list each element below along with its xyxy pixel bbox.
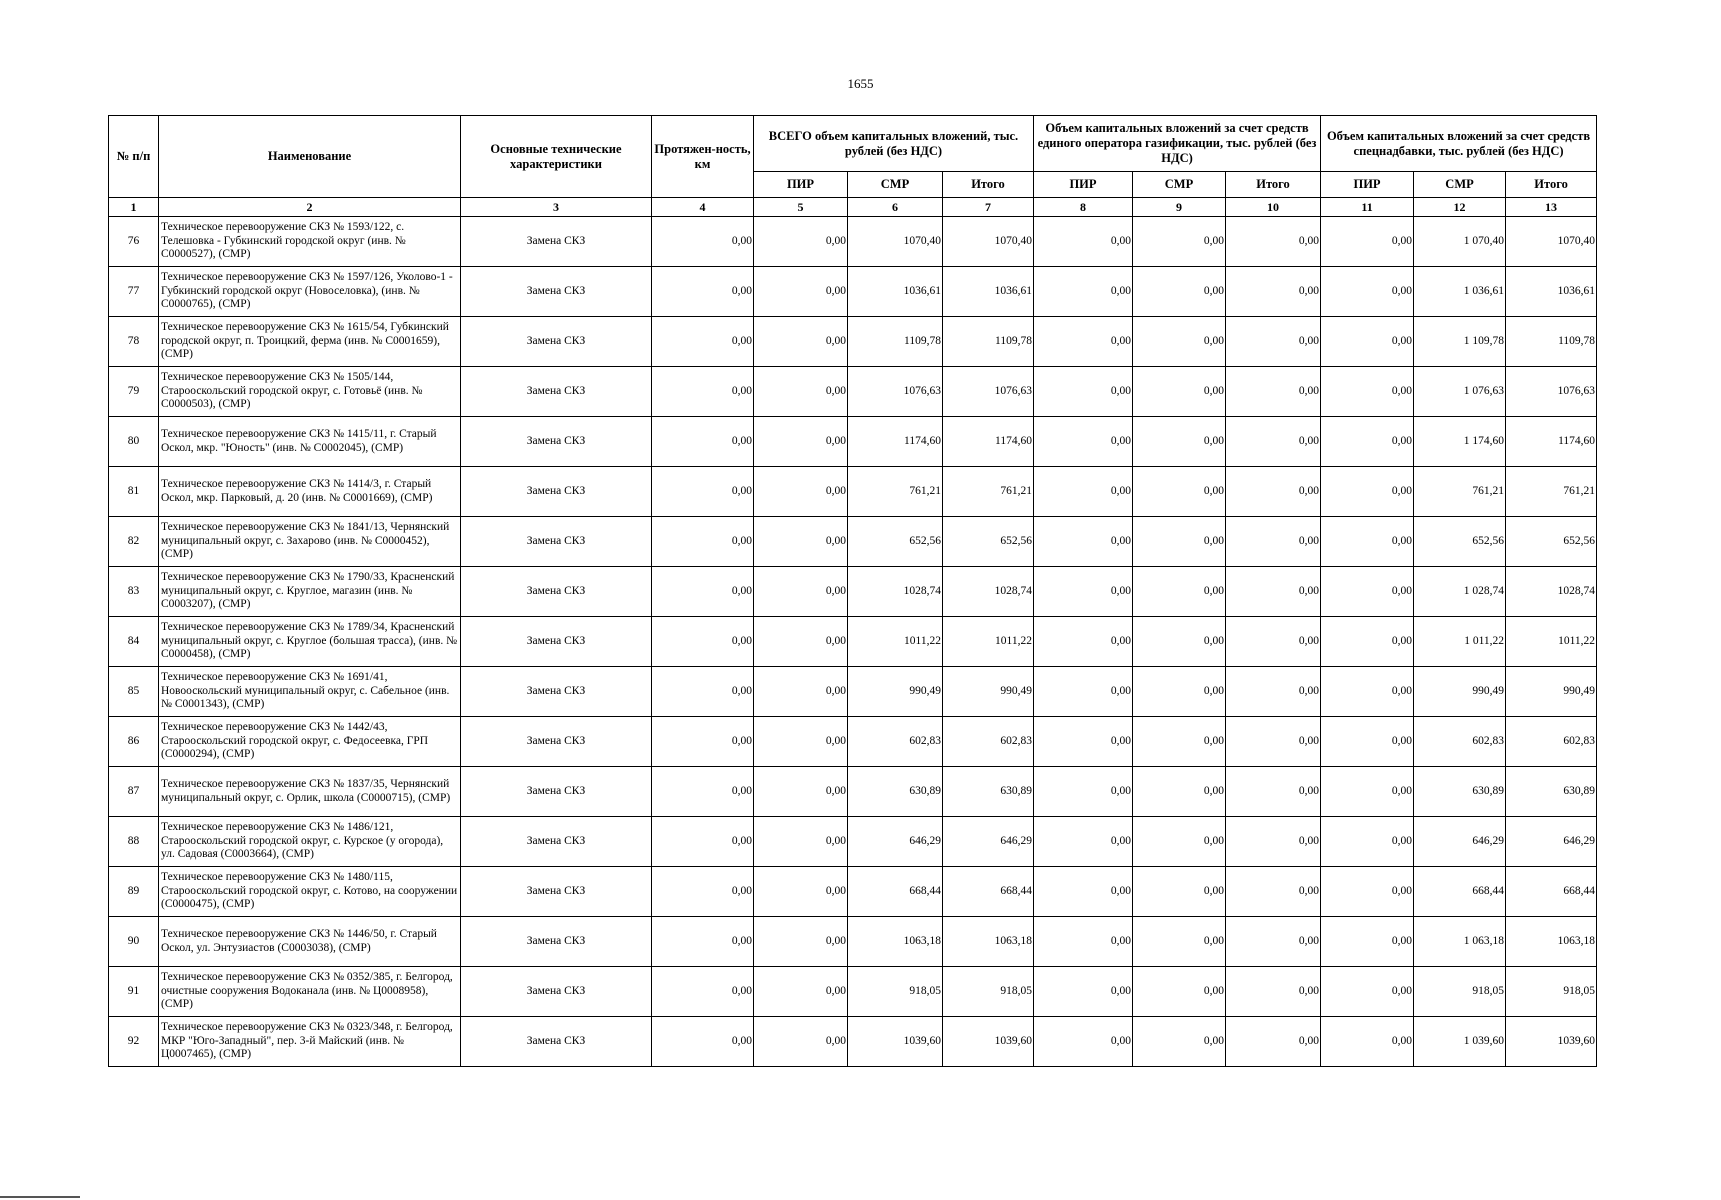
tech-characteristic-cell: Замена СКЗ xyxy=(461,1017,652,1067)
special-smr-cell: 652,56 xyxy=(1414,517,1506,567)
total-smr-cell: 990,49 xyxy=(848,667,943,717)
special-smr-cell: 1 011,22 xyxy=(1414,617,1506,667)
table-body xyxy=(109,217,1597,1067)
row-number-cell: 80 xyxy=(109,417,159,467)
total-pir-cell: 0,00 xyxy=(754,467,848,517)
length-km-cell: 0,00 xyxy=(652,1017,754,1067)
operator-smr-cell: 0,00 xyxy=(1133,417,1226,467)
tech-characteristic-cell: Замена СКЗ xyxy=(461,367,652,417)
table-row xyxy=(109,717,1597,767)
total-smr-cell: 668,44 xyxy=(848,867,943,917)
row-number-cell: 86 xyxy=(109,717,159,767)
header-special-itogo: Итого xyxy=(1506,172,1597,198)
special-itogo-cell: 668,44 xyxy=(1506,867,1597,917)
row-number-cell: 91 xyxy=(109,967,159,1017)
total-smr-cell: 1070,40 xyxy=(848,217,943,267)
total-itogo-cell: 1028,74 xyxy=(943,567,1034,617)
tech-characteristic-cell: Замена СКЗ xyxy=(461,317,652,367)
operator-itogo-cell: 0,00 xyxy=(1226,467,1321,517)
total-itogo-cell: 990,49 xyxy=(943,667,1034,717)
total-pir-cell: 0,00 xyxy=(754,267,848,317)
special-pir-cell: 0,00 xyxy=(1321,417,1414,467)
operator-itogo-cell: 0,00 xyxy=(1226,267,1321,317)
total-pir-cell: 0,00 xyxy=(754,817,848,867)
special-smr-cell: 1 039,60 xyxy=(1414,1017,1506,1067)
special-pir-cell: 0,00 xyxy=(1321,717,1414,767)
row-number-cell: 79 xyxy=(109,367,159,417)
total-itogo-cell: 630,89 xyxy=(943,767,1034,817)
tech-characteristic-cell: Замена СКЗ xyxy=(461,467,652,517)
operator-itogo-cell: 0,00 xyxy=(1226,1017,1321,1067)
table-row xyxy=(109,567,1597,617)
header-operator-group: Объем капитальных вложений за счет средств единого оператора газификации, тыс. рублей (без НДС) xyxy=(1034,116,1321,172)
row-number-cell: 77 xyxy=(109,267,159,317)
special-pir-cell: 0,00 xyxy=(1321,367,1414,417)
special-itogo-cell: 1076,63 xyxy=(1506,367,1597,417)
total-pir-cell: 0,00 xyxy=(754,717,848,767)
operator-smr-cell: 0,00 xyxy=(1133,717,1226,767)
table-row xyxy=(109,367,1597,417)
special-itogo-cell: 918,05 xyxy=(1506,967,1597,1017)
row-number-cell: 92 xyxy=(109,1017,159,1067)
row-number-cell: 87 xyxy=(109,767,159,817)
object-name-cell: Техническое перевооружение СКЗ № 1841/13, Чернянский муниципальный округ, с. Захарово (инв. № С0000452), (СМР) xyxy=(159,517,461,567)
tech-characteristic-cell: Замена СКЗ xyxy=(461,617,652,667)
table-row xyxy=(109,617,1597,667)
special-pir-cell: 0,00 xyxy=(1321,817,1414,867)
total-smr-cell: 646,29 xyxy=(848,817,943,867)
special-itogo-cell: 1109,78 xyxy=(1506,317,1597,367)
operator-pir-cell: 0,00 xyxy=(1034,617,1133,667)
special-smr-cell: 646,29 xyxy=(1414,817,1506,867)
operator-pir-cell: 0,00 xyxy=(1034,817,1133,867)
total-itogo-cell: 1109,78 xyxy=(943,317,1034,367)
special-smr-cell: 1 070,40 xyxy=(1414,217,1506,267)
total-itogo-cell: 646,29 xyxy=(943,817,1034,867)
object-name-cell: Техническое перевооружение СКЗ № 1837/35, Чернянский муниципальный округ, с. Орлик, школа (С0000715), (СМР) xyxy=(159,767,461,817)
operator-pir-cell: 0,00 xyxy=(1034,217,1133,267)
table-row xyxy=(109,417,1597,467)
tech-characteristic-cell: Замена СКЗ xyxy=(461,567,652,617)
operator-smr-cell: 0,00 xyxy=(1133,617,1226,667)
row-number-cell: 76 xyxy=(109,217,159,267)
operator-pir-cell: 0,00 xyxy=(1034,717,1133,767)
special-itogo-cell: 646,29 xyxy=(1506,817,1597,867)
total-pir-cell: 0,00 xyxy=(754,517,848,567)
tech-characteristic-cell: Замена СКЗ xyxy=(461,767,652,817)
total-pir-cell: 0,00 xyxy=(754,367,848,417)
special-smr-cell: 1 076,63 xyxy=(1414,367,1506,417)
operator-pir-cell: 0,00 xyxy=(1034,1017,1133,1067)
special-itogo-cell: 1036,61 xyxy=(1506,267,1597,317)
special-pir-cell: 0,00 xyxy=(1321,217,1414,267)
special-pir-cell: 0,00 xyxy=(1321,567,1414,617)
length-km-cell: 0,00 xyxy=(652,467,754,517)
operator-pir-cell: 0,00 xyxy=(1034,467,1133,517)
special-itogo-cell: 1174,60 xyxy=(1506,417,1597,467)
length-km-cell: 0,00 xyxy=(652,717,754,767)
table-row xyxy=(109,217,1597,267)
tech-characteristic-cell: Замена СКЗ xyxy=(461,517,652,567)
length-km-cell: 0,00 xyxy=(652,667,754,717)
length-km-cell: 0,00 xyxy=(652,867,754,917)
table-row xyxy=(109,867,1597,917)
special-smr-cell: 668,44 xyxy=(1414,867,1506,917)
special-itogo-cell: 1039,60 xyxy=(1506,1017,1597,1067)
special-pir-cell: 0,00 xyxy=(1321,617,1414,667)
special-smr-cell: 602,83 xyxy=(1414,717,1506,767)
operator-pir-cell: 0,00 xyxy=(1034,417,1133,467)
operator-itogo-cell: 0,00 xyxy=(1226,867,1321,917)
table-row xyxy=(109,517,1597,567)
total-itogo-cell: 602,83 xyxy=(943,717,1034,767)
operator-smr-cell: 0,00 xyxy=(1133,267,1226,317)
total-pir-cell: 0,00 xyxy=(754,767,848,817)
header-total-itogo: Итого xyxy=(943,172,1034,198)
header-operator-itogo: Итого xyxy=(1226,172,1321,198)
special-pir-cell: 0,00 xyxy=(1321,1017,1414,1067)
length-km-cell: 0,00 xyxy=(652,267,754,317)
table-row xyxy=(109,817,1597,867)
special-pir-cell: 0,00 xyxy=(1321,917,1414,967)
table-row xyxy=(109,317,1597,367)
special-smr-cell: 990,49 xyxy=(1414,667,1506,717)
column-number: 1 xyxy=(109,198,159,217)
special-pir-cell: 0,00 xyxy=(1321,517,1414,567)
special-itogo-cell: 1063,18 xyxy=(1506,917,1597,967)
object-name-cell: Техническое перевооружение СКЗ № 1789/34, Красненский муниципальный округ, с. Круглое (большая трасса), (инв. № С0000458), (СМР) xyxy=(159,617,461,667)
total-itogo-cell: 1070,40 xyxy=(943,217,1034,267)
operator-smr-cell: 0,00 xyxy=(1133,517,1226,567)
operator-smr-cell: 0,00 xyxy=(1133,817,1226,867)
length-km-cell: 0,00 xyxy=(652,517,754,567)
operator-itogo-cell: 0,00 xyxy=(1226,667,1321,717)
operator-pir-cell: 0,00 xyxy=(1034,367,1133,417)
special-smr-cell: 918,05 xyxy=(1414,967,1506,1017)
header-tech: Основные технические характеристики xyxy=(461,116,652,198)
column-number: 13 xyxy=(1506,198,1597,217)
operator-smr-cell: 0,00 xyxy=(1133,467,1226,517)
table-row xyxy=(109,917,1597,967)
tech-characteristic-cell: Замена СКЗ xyxy=(461,717,652,767)
total-smr-cell: 1028,74 xyxy=(848,567,943,617)
column-number: 4 xyxy=(652,198,754,217)
length-km-cell: 0,00 xyxy=(652,817,754,867)
operator-itogo-cell: 0,00 xyxy=(1226,717,1321,767)
special-pir-cell: 0,00 xyxy=(1321,317,1414,367)
operator-pir-cell: 0,00 xyxy=(1034,517,1133,567)
operator-itogo-cell: 0,00 xyxy=(1226,617,1321,667)
total-smr-cell: 630,89 xyxy=(848,767,943,817)
tech-characteristic-cell: Замена СКЗ xyxy=(461,867,652,917)
special-itogo-cell: 1070,40 xyxy=(1506,217,1597,267)
header-total-smr: СМР xyxy=(848,172,943,198)
total-smr-cell: 1036,61 xyxy=(848,267,943,317)
header-special-pir: ПИР xyxy=(1321,172,1414,198)
operator-itogo-cell: 0,00 xyxy=(1226,767,1321,817)
operator-itogo-cell: 0,00 xyxy=(1226,567,1321,617)
operator-pir-cell: 0,00 xyxy=(1034,667,1133,717)
special-itogo-cell: 1011,22 xyxy=(1506,617,1597,667)
length-km-cell: 0,00 xyxy=(652,317,754,367)
operator-pir-cell: 0,00 xyxy=(1034,917,1133,967)
length-km-cell: 0,00 xyxy=(652,967,754,1017)
total-smr-cell: 602,83 xyxy=(848,717,943,767)
length-km-cell: 0,00 xyxy=(652,767,754,817)
special-pir-cell: 0,00 xyxy=(1321,467,1414,517)
operator-pir-cell: 0,00 xyxy=(1034,317,1133,367)
object-name-cell: Техническое перевооружение СКЗ № 1480/115, Старооскольский городской округ, с. Котово, на сооружении (С0000475), (СМР) xyxy=(159,867,461,917)
total-smr-cell: 1174,60 xyxy=(848,417,943,467)
total-pir-cell: 0,00 xyxy=(754,617,848,667)
length-km-cell: 0,00 xyxy=(652,567,754,617)
special-pir-cell: 0,00 xyxy=(1321,667,1414,717)
row-number-cell: 83 xyxy=(109,567,159,617)
length-km-cell: 0,00 xyxy=(652,917,754,967)
special-smr-cell: 1 109,78 xyxy=(1414,317,1506,367)
total-smr-cell: 761,21 xyxy=(848,467,943,517)
operator-smr-cell: 0,00 xyxy=(1133,1017,1226,1067)
row-number-cell: 82 xyxy=(109,517,159,567)
operator-pir-cell: 0,00 xyxy=(1034,867,1133,917)
operator-itogo-cell: 0,00 xyxy=(1226,517,1321,567)
object-name-cell: Техническое перевооружение СКЗ № 0323/348, г. Белгород, МКР "Юго-Западный", пер. 3-й Майский (инв. № Ц0007465), (СМР) xyxy=(159,1017,461,1067)
object-name-cell: Техническое перевооружение СКЗ № 1790/33, Красненский муниципальный округ, с. Круглое, магазин (инв. № С0003207), (СМР) xyxy=(159,567,461,617)
operator-itogo-cell: 0,00 xyxy=(1226,217,1321,267)
total-pir-cell: 0,00 xyxy=(754,317,848,367)
special-itogo-cell: 990,49 xyxy=(1506,667,1597,717)
table-header xyxy=(109,116,1597,217)
object-name-cell: Техническое перевооружение СКЗ № 0352/385, г. Белгород, очистные сооружения Водоканала (инв. № Ц0008958), (СМР) xyxy=(159,967,461,1017)
row-number-cell: 81 xyxy=(109,467,159,517)
operator-smr-cell: 0,00 xyxy=(1133,367,1226,417)
table-row xyxy=(109,467,1597,517)
row-number-cell: 90 xyxy=(109,917,159,967)
special-smr-cell: 630,89 xyxy=(1414,767,1506,817)
operator-smr-cell: 0,00 xyxy=(1133,917,1226,967)
object-name-cell: Техническое перевооружение СКЗ № 1414/3, г. Старый Оскол, мкр. Парковый, д. 20 (инв. № С0001669), (СМР) xyxy=(159,467,461,517)
total-pir-cell: 0,00 xyxy=(754,667,848,717)
total-pir-cell: 0,00 xyxy=(754,567,848,617)
page-number: 1655 xyxy=(847,76,874,91)
object-name-cell: Техническое перевооружение СКЗ № 1446/50, г. Старый Оскол, ул. Энтузиастов (С0003038), (СМР) xyxy=(159,917,461,967)
header-special-smr: СМР xyxy=(1414,172,1506,198)
operator-pir-cell: 0,00 xyxy=(1034,967,1133,1017)
row-number-cell: 85 xyxy=(109,667,159,717)
special-itogo-cell: 602,83 xyxy=(1506,717,1597,767)
total-itogo-cell: 668,44 xyxy=(943,867,1034,917)
tech-characteristic-cell: Замена СКЗ xyxy=(461,417,652,467)
tech-characteristic-cell: Замена СКЗ xyxy=(461,817,652,867)
total-itogo-cell: 652,56 xyxy=(943,517,1034,567)
length-km-cell: 0,00 xyxy=(652,417,754,467)
special-itogo-cell: 761,21 xyxy=(1506,467,1597,517)
tech-characteristic-cell: Замена СКЗ xyxy=(461,667,652,717)
header-special-group: Объем капитальных вложений за счет средств спецнадбавки, тыс. рублей (без НДС) xyxy=(1321,116,1597,172)
column-number: 12 xyxy=(1414,198,1506,217)
total-smr-cell: 1063,18 xyxy=(848,917,943,967)
operator-smr-cell: 0,00 xyxy=(1133,767,1226,817)
capital-investment-table xyxy=(108,115,1597,1067)
special-pir-cell: 0,00 xyxy=(1321,767,1414,817)
operator-itogo-cell: 0,00 xyxy=(1226,367,1321,417)
column-number: 11 xyxy=(1321,198,1414,217)
tech-characteristic-cell: Замена СКЗ xyxy=(461,967,652,1017)
column-number: 3 xyxy=(461,198,652,217)
operator-smr-cell: 0,00 xyxy=(1133,217,1226,267)
total-itogo-cell: 918,05 xyxy=(943,967,1034,1017)
operator-smr-cell: 0,00 xyxy=(1133,867,1226,917)
total-pir-cell: 0,00 xyxy=(754,967,848,1017)
total-pir-cell: 0,00 xyxy=(754,417,848,467)
total-itogo-cell: 1063,18 xyxy=(943,917,1034,967)
operator-itogo-cell: 0,00 xyxy=(1226,817,1321,867)
total-pir-cell: 0,00 xyxy=(754,1017,848,1067)
special-pir-cell: 0,00 xyxy=(1321,967,1414,1017)
scan-artifact-line xyxy=(0,1196,80,1198)
special-smr-cell: 1 174,60 xyxy=(1414,417,1506,467)
special-pir-cell: 0,00 xyxy=(1321,267,1414,317)
row-number-cell: 88 xyxy=(109,817,159,867)
operator-itogo-cell: 0,00 xyxy=(1226,917,1321,967)
column-number: 2 xyxy=(159,198,461,217)
object-name-cell: Техническое перевооружение СКЗ № 1505/144, Старооскольский городской округ, с. Готовьё (инв. № С0000503), (СМР) xyxy=(159,367,461,417)
table-row xyxy=(109,967,1597,1017)
column-number-row xyxy=(109,198,1597,217)
header-operator-smr: СМР xyxy=(1133,172,1226,198)
table-row xyxy=(109,267,1597,317)
total-pir-cell: 0,00 xyxy=(754,917,848,967)
special-smr-cell: 1 028,74 xyxy=(1414,567,1506,617)
column-number: 8 xyxy=(1034,198,1133,217)
operator-pir-cell: 0,00 xyxy=(1034,767,1133,817)
total-itogo-cell: 761,21 xyxy=(943,467,1034,517)
operator-smr-cell: 0,00 xyxy=(1133,567,1226,617)
table-row xyxy=(109,667,1597,717)
header-total-group: ВСЕГО объем капитальных вложений, тыс. рублей (без НДС) xyxy=(754,116,1034,172)
total-itogo-cell: 1011,22 xyxy=(943,617,1034,667)
operator-itogo-cell: 0,00 xyxy=(1226,317,1321,367)
operator-smr-cell: 0,00 xyxy=(1133,967,1226,1017)
row-number-cell: 78 xyxy=(109,317,159,367)
total-itogo-cell: 1036,61 xyxy=(943,267,1034,317)
object-name-cell: Техническое перевооружение СКЗ № 1486/121, Старооскольский городской округ, с. Курское (у огорода), ул. Садовая (С0003664), (СМР) xyxy=(159,817,461,867)
operator-itogo-cell: 0,00 xyxy=(1226,417,1321,467)
special-pir-cell: 0,00 xyxy=(1321,867,1414,917)
length-km-cell: 0,00 xyxy=(652,367,754,417)
operator-pir-cell: 0,00 xyxy=(1034,267,1133,317)
row-number-cell: 84 xyxy=(109,617,159,667)
total-smr-cell: 652,56 xyxy=(848,517,943,567)
special-itogo-cell: 630,89 xyxy=(1506,767,1597,817)
total-itogo-cell: 1039,60 xyxy=(943,1017,1034,1067)
operator-smr-cell: 0,00 xyxy=(1133,667,1226,717)
object-name-cell: Техническое перевооружение СКЗ № 1597/126, Уколово-1 - Губкинский городской округ (Новоселовка), (инв. № С0000765), (СМР) xyxy=(159,267,461,317)
total-smr-cell: 1076,63 xyxy=(848,367,943,417)
special-itogo-cell: 652,56 xyxy=(1506,517,1597,567)
header-operator-pir: ПИР xyxy=(1034,172,1133,198)
column-number: 7 xyxy=(943,198,1034,217)
object-name-cell: Техническое перевооружение СКЗ № 1691/41, Новооскольский муниципальный округ, с. Сабельное (инв. № С0001343), (СМР) xyxy=(159,667,461,717)
column-number: 9 xyxy=(1133,198,1226,217)
special-smr-cell: 1 063,18 xyxy=(1414,917,1506,967)
object-name-cell: Техническое перевооружение СКЗ № 1593/122, с. Телешовка - Губкинский городской округ (инв. № С0000527), (СМР) xyxy=(159,217,461,267)
total-itogo-cell: 1174,60 xyxy=(943,417,1034,467)
tech-characteristic-cell: Замена СКЗ xyxy=(461,217,652,267)
object-name-cell: Техническое перевооружение СКЗ № 1442/43, Старооскольский городской округ, с. Федосеевка, ГРП (С0000294), (СМР) xyxy=(159,717,461,767)
total-smr-cell: 1011,22 xyxy=(848,617,943,667)
header-name: Наименование xyxy=(159,116,461,198)
total-pir-cell: 0,00 xyxy=(754,217,848,267)
total-smr-cell: 1109,78 xyxy=(848,317,943,367)
row-number-cell: 89 xyxy=(109,867,159,917)
tech-characteristic-cell: Замена СКЗ xyxy=(461,267,652,317)
total-smr-cell: 1039,60 xyxy=(848,1017,943,1067)
table-row xyxy=(109,767,1597,817)
object-name-cell: Техническое перевооружение СКЗ № 1615/54, Губкинский городской округ, п. Троицкий, ферма (инв. № С0001659), (СМР) xyxy=(159,317,461,367)
column-number: 10 xyxy=(1226,198,1321,217)
length-km-cell: 0,00 xyxy=(652,217,754,267)
column-number: 5 xyxy=(754,198,848,217)
table-row xyxy=(109,1017,1597,1067)
header-length: Протяжен-ность, км xyxy=(652,116,754,198)
length-km-cell: 0,00 xyxy=(652,617,754,667)
total-smr-cell: 918,05 xyxy=(848,967,943,1017)
operator-itogo-cell: 0,00 xyxy=(1226,967,1321,1017)
total-itogo-cell: 1076,63 xyxy=(943,367,1034,417)
tech-characteristic-cell: Замена СКЗ xyxy=(461,917,652,967)
object-name-cell: Техническое перевооружение СКЗ № 1415/11, г. Старый Оскол, мкр. "Юность" (инв. № С0002045), (СМР) xyxy=(159,417,461,467)
special-itogo-cell: 1028,74 xyxy=(1506,567,1597,617)
total-pir-cell: 0,00 xyxy=(754,867,848,917)
operator-pir-cell: 0,00 xyxy=(1034,567,1133,617)
column-number: 6 xyxy=(848,198,943,217)
header-num: № п/п xyxy=(109,116,159,198)
header-total-pir: ПИР xyxy=(754,172,848,198)
special-smr-cell: 1 036,61 xyxy=(1414,267,1506,317)
operator-smr-cell: 0,00 xyxy=(1133,317,1226,367)
special-smr-cell: 761,21 xyxy=(1414,467,1506,517)
